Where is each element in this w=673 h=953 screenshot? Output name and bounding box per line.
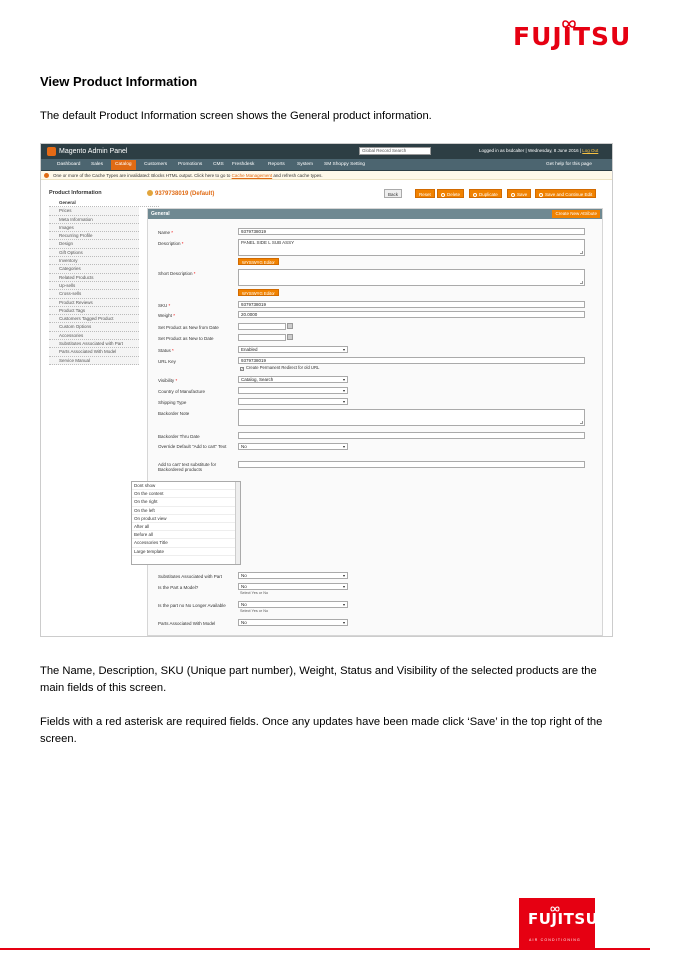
parts-assoc-select[interactable]: No ▾ bbox=[238, 619, 348, 626]
backorder-note-label: Backorder Note bbox=[158, 411, 190, 416]
user-info: Logged in as bsdcalter | Wednesday, 8 June 2016 | Log Out bbox=[479, 148, 599, 153]
nav-promotions[interactable]: Promotions bbox=[178, 162, 203, 167]
country-label: Country of Manufacture bbox=[158, 389, 206, 394]
list-item[interactable]: On the right bbox=[132, 498, 240, 506]
short-description-textarea[interactable] bbox=[238, 269, 585, 286]
new-from-label: Set Product as New from Date bbox=[158, 325, 219, 330]
new-from-date-input[interactable] bbox=[238, 323, 286, 330]
sidebar-item[interactable]: Recurring Profile bbox=[49, 232, 139, 240]
required-paragraph: Fields with a red asterisk are required fields. Once any updates have been made click ‘Save’ in the top right of the screen. bbox=[40, 716, 603, 745]
list-item[interactable]: On product view bbox=[132, 515, 240, 523]
sidebar-item[interactable]: Service Manual bbox=[49, 357, 139, 365]
page-title: View Product Information bbox=[40, 74, 198, 89]
permanent-redirect-checkbox[interactable]: ✓ Create Permanent Redirect for old URL bbox=[241, 365, 320, 371]
backorder-note-textarea[interactable] bbox=[238, 409, 585, 426]
delete-button[interactable]: Delete bbox=[437, 189, 464, 198]
calendar-icon[interactable] bbox=[287, 323, 293, 329]
substitutes-label: Substitutes Associated with Part bbox=[158, 574, 223, 579]
substitutes-select[interactable]: No ▾ bbox=[238, 572, 348, 579]
is-model-label: Is the Part a Model? bbox=[158, 585, 199, 590]
admin-nav bbox=[41, 159, 613, 171]
status-label: Status * bbox=[158, 348, 174, 353]
sidebar-item[interactable]: Up-sells bbox=[49, 282, 139, 290]
create-attribute-button[interactable]: Create New Attribute bbox=[552, 210, 600, 218]
shipping-type-label: Shipping Type bbox=[158, 400, 187, 405]
sidebar-item[interactable]: Cross-sells bbox=[49, 290, 139, 298]
sidebar-item[interactable]: Product Reviews bbox=[49, 299, 139, 307]
duplicate-icon bbox=[473, 193, 477, 197]
footer-divider bbox=[0, 948, 650, 950]
duplicate-button[interactable]: Duplicate bbox=[469, 189, 502, 198]
sidebar-item[interactable]: Substitutes Associated with Part bbox=[49, 340, 139, 348]
checkbox-checked-icon: ✓ bbox=[241, 367, 244, 371]
short-description-label: Short Description * bbox=[158, 271, 196, 276]
save-continue-icon bbox=[539, 193, 543, 197]
wysiwyg-button-short[interactable]: WYSIWYG Editor bbox=[238, 289, 279, 296]
product-icon bbox=[147, 190, 153, 196]
sidebar-item[interactable]: Product Tags bbox=[49, 307, 139, 315]
nav-dashboard[interactable]: Dashboard bbox=[57, 162, 81, 167]
accessories-multiselect[interactable] bbox=[131, 481, 241, 565]
sku-input[interactable]: 9379738019 bbox=[238, 301, 585, 308]
panel-header: General Create New Attribute bbox=[148, 209, 602, 219]
list-item[interactable]: Large template bbox=[132, 548, 240, 556]
new-to-label: Set Product as New to Date bbox=[158, 336, 214, 341]
sidebar-item[interactable]: Categories bbox=[49, 265, 139, 273]
sidebar-item[interactable]: Customers Tagged Product bbox=[49, 315, 139, 323]
save-icon bbox=[511, 193, 515, 197]
description-textarea[interactable]: PANEL SIDE L SUB ASSY bbox=[238, 239, 585, 256]
reset-button[interactable]: Reset bbox=[415, 189, 435, 198]
save-button[interactable]: Save bbox=[507, 189, 531, 198]
name-input[interactable]: 9379738019 bbox=[238, 228, 585, 235]
logout-link[interactable]: Log Out bbox=[582, 148, 599, 153]
nav-system[interactable]: System bbox=[297, 162, 313, 167]
sidebar-item[interactable]: Custom Options bbox=[49, 323, 139, 331]
weight-input[interactable]: 20.0000 bbox=[238, 311, 585, 318]
nav-sm-shoppy[interactable]: SM Shoppy Setting bbox=[324, 162, 366, 167]
cache-notice: One or more of the Cache Types are invalidated: Blocks HTML output. Click here to go to Cache Management and refresh cache types. bbox=[41, 171, 613, 180]
nav-sales[interactable]: Sales bbox=[91, 162, 103, 167]
select-note: Select Yes or No bbox=[240, 609, 269, 613]
wysiwyg-button-description[interactable]: WYSIWYG Editor bbox=[238, 258, 279, 265]
visibility-select[interactable]: Catalog, Search ▾ bbox=[238, 376, 348, 383]
cache-management-link[interactable]: Cache Management bbox=[231, 173, 273, 178]
fujitsu-footer-logo bbox=[519, 898, 599, 948]
list-item[interactable]: On the left bbox=[132, 507, 240, 515]
intro-paragraph: The default Product Information screen shows the General product information. bbox=[40, 110, 432, 122]
url-key-input[interactable]: 9379738019 bbox=[238, 357, 585, 364]
admin-screenshot bbox=[40, 143, 613, 637]
sidebar-item[interactable]: Related Products bbox=[49, 274, 139, 282]
fields-paragraph: The Name, Description, SKU (Unique part number), Weight, Status and Visibility of the selected products are the main fields of this screen. bbox=[40, 665, 597, 694]
name-label: Name * bbox=[158, 230, 174, 235]
footer-tagline: AIR CONDITIONING bbox=[529, 938, 581, 942]
parts-assoc-label: Parts Associated With Model bbox=[158, 621, 216, 626]
product-title: 9379738019 (Default) bbox=[147, 190, 214, 198]
list-item[interactable]: After all bbox=[132, 523, 240, 531]
nav-cms[interactable]: CMS bbox=[213, 162, 224, 167]
country-select[interactable]: ▾ bbox=[238, 387, 348, 394]
no-longer-select[interactable]: No ▾ bbox=[238, 601, 348, 608]
warning-icon bbox=[44, 173, 49, 178]
sidebar-item[interactable]: General bbox=[49, 199, 159, 207]
list-item[interactable]: Dont show bbox=[132, 482, 240, 490]
global-search-input[interactable]: Global Record Search bbox=[359, 147, 431, 155]
nav-freshdesk[interactable]: Freshdesk bbox=[232, 162, 255, 167]
calendar-icon[interactable] bbox=[287, 334, 293, 340]
admin-title: Magento Admin Panel bbox=[59, 148, 128, 155]
sidebar-title: Product Information bbox=[49, 190, 102, 196]
admin-header bbox=[41, 144, 613, 159]
is-model-select[interactable]: No ▾ bbox=[238, 583, 348, 590]
url-key-label: URL Key bbox=[158, 359, 176, 364]
list-item[interactable]: Before all bbox=[132, 531, 240, 539]
description-label: Description * bbox=[158, 241, 184, 246]
override-select[interactable]: No ▾ bbox=[238, 443, 348, 450]
sidebar-item[interactable]: Prices bbox=[49, 207, 139, 215]
sidebar-item[interactable]: Images bbox=[49, 224, 139, 232]
magento-logo-icon bbox=[47, 147, 56, 156]
general-panel-lower bbox=[147, 569, 603, 636]
footer-wordmark: FUJITSU bbox=[528, 910, 599, 928]
sidebar-item[interactable]: Meta Information bbox=[49, 216, 139, 224]
help-link[interactable]: Get help for this page bbox=[546, 162, 592, 167]
atc-input[interactable] bbox=[238, 461, 585, 468]
fujitsu-logo bbox=[513, 18, 631, 58]
visibility-label: Visibility * bbox=[158, 378, 178, 383]
shipping-type-select[interactable]: ▾ bbox=[238, 398, 348, 405]
sidebar-item[interactable]: Inventory bbox=[49, 257, 139, 265]
save-continue-button[interactable]: Save and Continue Edit bbox=[535, 189, 596, 198]
weight-label: Weight * bbox=[158, 313, 175, 318]
scrollbar[interactable] bbox=[235, 482, 240, 564]
sidebar-item[interactable]: Gift Options bbox=[49, 249, 139, 257]
nav-catalog[interactable]: Catalog bbox=[111, 160, 136, 170]
list-item[interactable]: Accessories Title bbox=[132, 539, 240, 547]
no-longer-label: Is the part no No Longer Available bbox=[158, 603, 226, 608]
override-label: Override Default "Add to cart" Text bbox=[158, 444, 227, 449]
logo-wordmark: FUJITSU bbox=[513, 22, 632, 51]
backorder-date-label: Backorder Thru Date bbox=[158, 434, 200, 439]
atc-label: Add to cart' text substitute for Backordered products bbox=[158, 462, 217, 472]
sidebar-item[interactable]: Parts Associated With Model bbox=[49, 348, 139, 356]
select-note: Select Yes or No bbox=[240, 591, 269, 595]
new-to-date-input[interactable] bbox=[238, 334, 286, 341]
list-item[interactable]: On the content bbox=[132, 490, 240, 498]
sku-label: SKU * bbox=[158, 303, 171, 308]
backorder-date-input[interactable] bbox=[238, 432, 585, 439]
nav-reports[interactable]: Reports bbox=[268, 162, 285, 167]
product-info-sidebar bbox=[49, 189, 139, 365]
status-select[interactable]: Enabled ▾ bbox=[238, 346, 348, 353]
back-button[interactable]: Back bbox=[384, 189, 402, 198]
delete-icon bbox=[441, 193, 445, 197]
sidebar-item[interactable]: Design bbox=[49, 240, 139, 248]
nav-customers[interactable]: Customers bbox=[144, 162, 168, 167]
sidebar-item[interactable]: Accessories bbox=[49, 332, 139, 340]
